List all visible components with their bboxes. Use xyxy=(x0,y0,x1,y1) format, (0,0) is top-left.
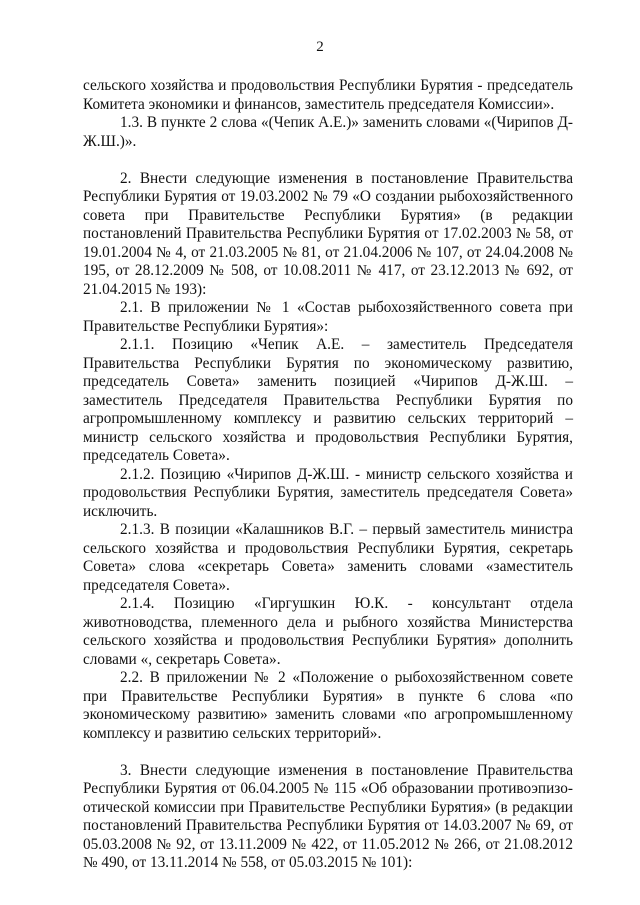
paragraph: 2.1.3. В позиции «Калашников В.Г. – первый заместитель министра сельского хозяйства и продовольствия Республики Бурятия, секретарь Совета» слова «секретарь Совета» заменить словами «заместитель председателя Совета». xyxy=(83,521,573,594)
paragraph: 2.1.4. Позицию «Гиргушкин Ю.К. - консультант отдела животноводства, племенного дела и рыбного хозяйства Министерства сельского хозяйства и продовольствия Республики Бурятия» дополнить словами «, секретарь Совета». xyxy=(83,595,573,668)
document-body xyxy=(83,77,573,873)
paragraph: 2.2. В приложении № 2 «Положение о рыбохозяйственном совете при Правительстве Республики Бурятия» в пункте 6 слова «по экономическому развитию» заменить словами «по агропромышленному комплексу и развитию сельских территорий». xyxy=(83,669,573,742)
paragraph: 1.3. В пункте 2 слова «(Чепик А.Е.)» заменить словами «(Чирипов Д-Ж.Ш.)». xyxy=(83,114,573,150)
paragraph: 2.1.1. Позицию «Чепик А.Е. – заместитель Председателя Правительства Республики Бурятия по экономическому развитию, председатель Совета» заменить позицией «Чирипов Д-Ж.Ш. – заместитель Председателя Правительства Республики Бурятия по агропромышленному комплексу и развитию сельских территорий – министр сельского хозяйства и продовольствия Республики Бурятия, председатель Совета». xyxy=(83,336,573,464)
paragraph: 2.1. В приложении № 1 «Состав рыбохозяйственного совета при Правительстве Республики Бурятия»: xyxy=(83,299,573,335)
paragraph: сельского хозяйства и продовольствия Республики Бурятия - председатель Комитета экономики и финансов, заместитель председателя Комиссии». xyxy=(83,77,573,113)
page-number: 2 xyxy=(316,39,324,55)
paragraph: 3. Внести следующие изменения в постановление Правительства Республики Бурятия от 06.04.2005 № 115 «Об образовании противоэпизо-отической комиссии при Правительстве Республики Бурятия» (в редакции постановлений Правительства Республики Бурятия от 14.03.2007 № 69, от 05.03.2008 № 92, от 13.11.2009 № 422, от 11.05.2012 № 266, от 21.08.2012 № 490, от 13.11.2014 № 558, от 05.03.2015 № 101): xyxy=(83,761,573,871)
paragraph: 2.1.2. Позицию «Чирипов Д-Ж.Ш. - министр сельского хозяйства и продовольствия Республики Бурятия, заместитель председателя Совета» исключить. xyxy=(83,465,573,520)
paragraph: 2. Внести следующие изменения в постановление Правительства Республики Бурятия от 19.03.2002 № 79 «О создании рыбохозяйственного совета при Правительстве Республики Бурятия» (в редакции постановлений Правительства Республики Бурятия от 17.02.2003 № 58, от 19.01.2004 № 4, от 21.03.2005 № 81, от 21.04.2006 № 107, от 24.04.2008 № 195, от 28.12.2009 № 508, от 10.08.2011 № 417, от 23.12.2013 № 692, от 21.04.2015 № 193): xyxy=(83,169,573,298)
